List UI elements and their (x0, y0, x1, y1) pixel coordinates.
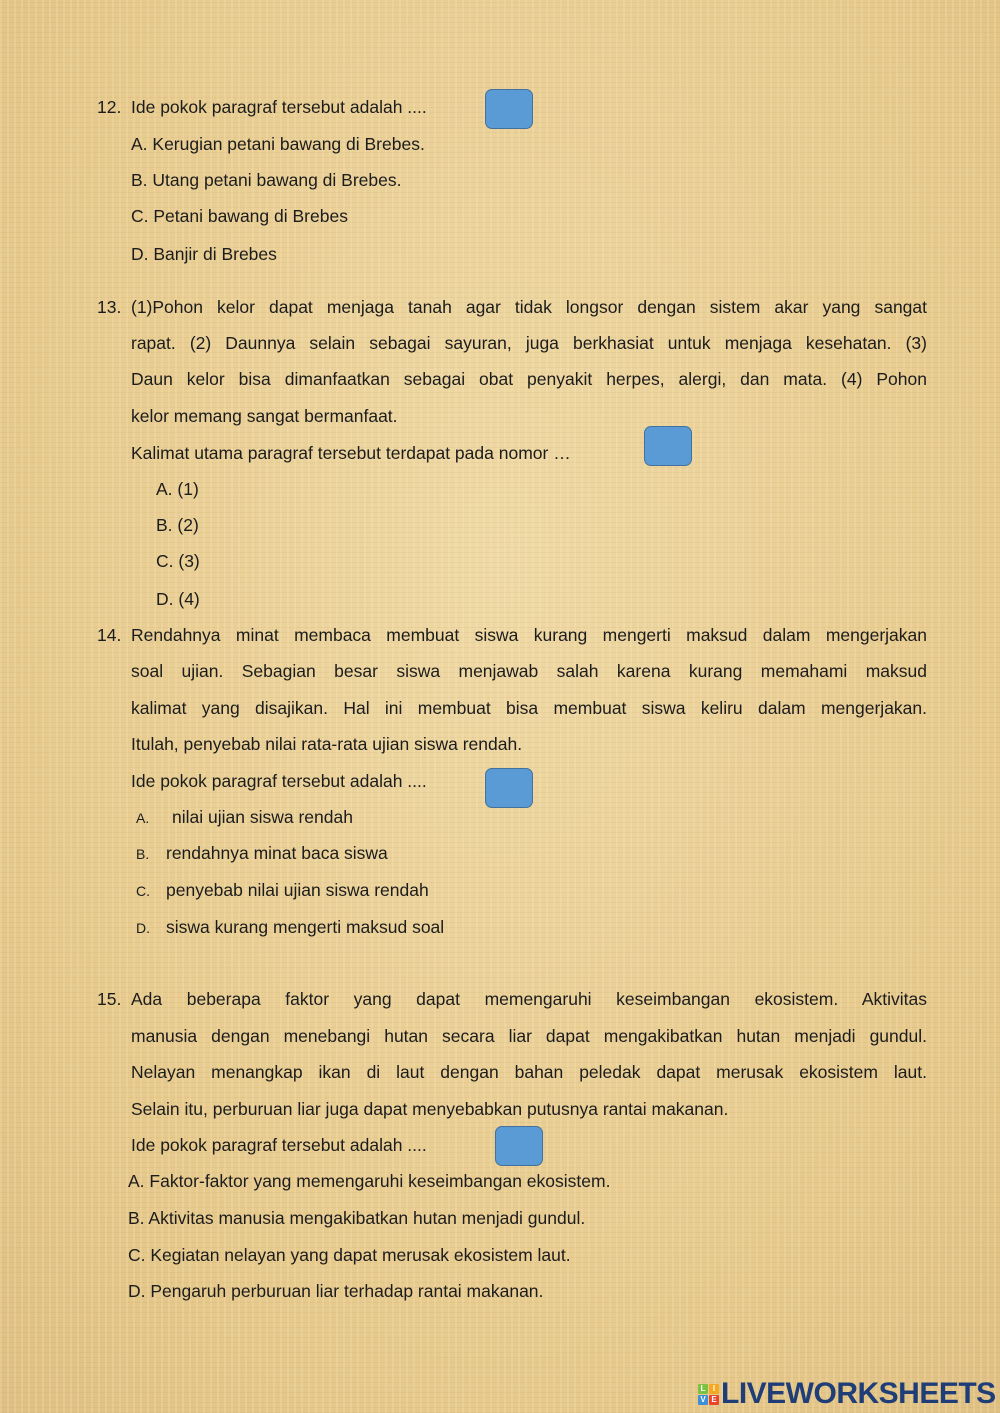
question-15-line: Ada beberapa faktor yang dapat memengaruhi keseimbangan ekosistem. Aktivitas (131, 989, 927, 1009)
question-15-line: Nelayan menangkap ikan di laut dengan bahan peledak dapat merusak ekosistem laut. (131, 1062, 927, 1082)
option-14-a: A. nilai ujian siswa rendah (136, 807, 353, 827)
question-13-line: kelor memang sangat bermanfaat. (131, 406, 398, 426)
question-14-number: 14. (97, 625, 122, 645)
question-14-line: Rendahnya minat membaca membuat siswa kurang mengerti maksud dalam mengerjakan (131, 625, 927, 645)
option-12-d: D. Banjir di Brebes (131, 244, 277, 264)
option-12-a: A. Kerugian petani bawang di Brebes. (131, 134, 425, 154)
question-12-number: 12. (97, 97, 122, 117)
option-13-d: D. (4) (156, 589, 200, 609)
option-12-b: B. Utang petani bawang di Brebes. (131, 170, 402, 190)
option-13-a: A. (1) (156, 479, 199, 499)
brand-name: LIVEWORKSHEETS (721, 1377, 996, 1410)
answer-box-13[interactable] (644, 426, 692, 466)
option-14-d: D. siswa kurang mengerti maksud soal (136, 917, 445, 937)
question-14-line: kalimat yang disajikan. Hal ini membuat bisa membuat siswa keliru dalam mengerjakan. (131, 698, 927, 718)
question-15-prompt: Ide pokok paragraf tersebut adalah .... (131, 1135, 427, 1155)
liveworksheets-logo (698, 1377, 996, 1411)
option-14-b: B. rendahnya minat baca siswa (136, 843, 388, 863)
option-15-d: D. Pengaruh perburuan liar terhadap rantai makanan. (128, 1281, 544, 1301)
question-13-line: Daun kelor bisa dimanfaatkan sebagai obat penyakit herpes, alergi, dan mata. (4) Pohon (131, 369, 927, 389)
question-13-number: 13. (97, 297, 122, 317)
question-14-prompt: Ide pokok paragraf tersebut adalah .... (131, 771, 427, 791)
option-15-b: B. Aktivitas manusia mengakibatkan hutan menjadi gundul. (128, 1208, 586, 1228)
answer-box-15[interactable] (495, 1126, 543, 1166)
option-15-c: C. Kegiatan nelayan yang dapat merusak ekosistem laut. (128, 1245, 571, 1265)
live-tiles-icon: L I V E (698, 1384, 719, 1405)
question-12-text: Ide pokok paragraf tersebut adalah .... (131, 97, 427, 117)
option-13-c: C. (3) (156, 551, 200, 571)
question-13-prompt: Kalimat utama paragraf tersebut terdapat pada nomor … (131, 443, 571, 463)
question-13-line: rapat. (2) Daunnya selain sebagai sayuran, juga berkhasiat untuk menjaga kesehatan. (3) (131, 333, 927, 353)
question-14-line: soal ujian. Sebagian besar siswa menjawab salah karena kurang memahami maksud (131, 661, 927, 681)
question-13-line: (1)Pohon kelor dapat menjaga tanah agar tidak longsor dengan sistem akar yang sangat (131, 297, 927, 317)
option-13-b: B. (2) (156, 515, 199, 535)
option-15-a: A. Faktor-faktor yang memengaruhi keseimbangan ekosistem. (128, 1171, 611, 1191)
question-15-number: 15. (97, 989, 122, 1009)
answer-box-14[interactable] (485, 768, 533, 808)
answer-box-12[interactable] (485, 89, 533, 129)
option-14-c: C. penyebab nilai ujian siswa rendah (136, 880, 429, 900)
question-15-line: Selain itu, perburuan liar juga dapat menyebabkan putusnya rantai makanan. (131, 1099, 729, 1119)
question-15-line: manusia dengan menebangi hutan secara liar dapat mengakibatkan hutan menjadi gundul. (131, 1026, 927, 1046)
question-14-line: Itulah, penyebab nilai rata-rata ujian siswa rendah. (131, 734, 523, 754)
option-12-c: C. Petani bawang di Brebes (131, 206, 348, 226)
